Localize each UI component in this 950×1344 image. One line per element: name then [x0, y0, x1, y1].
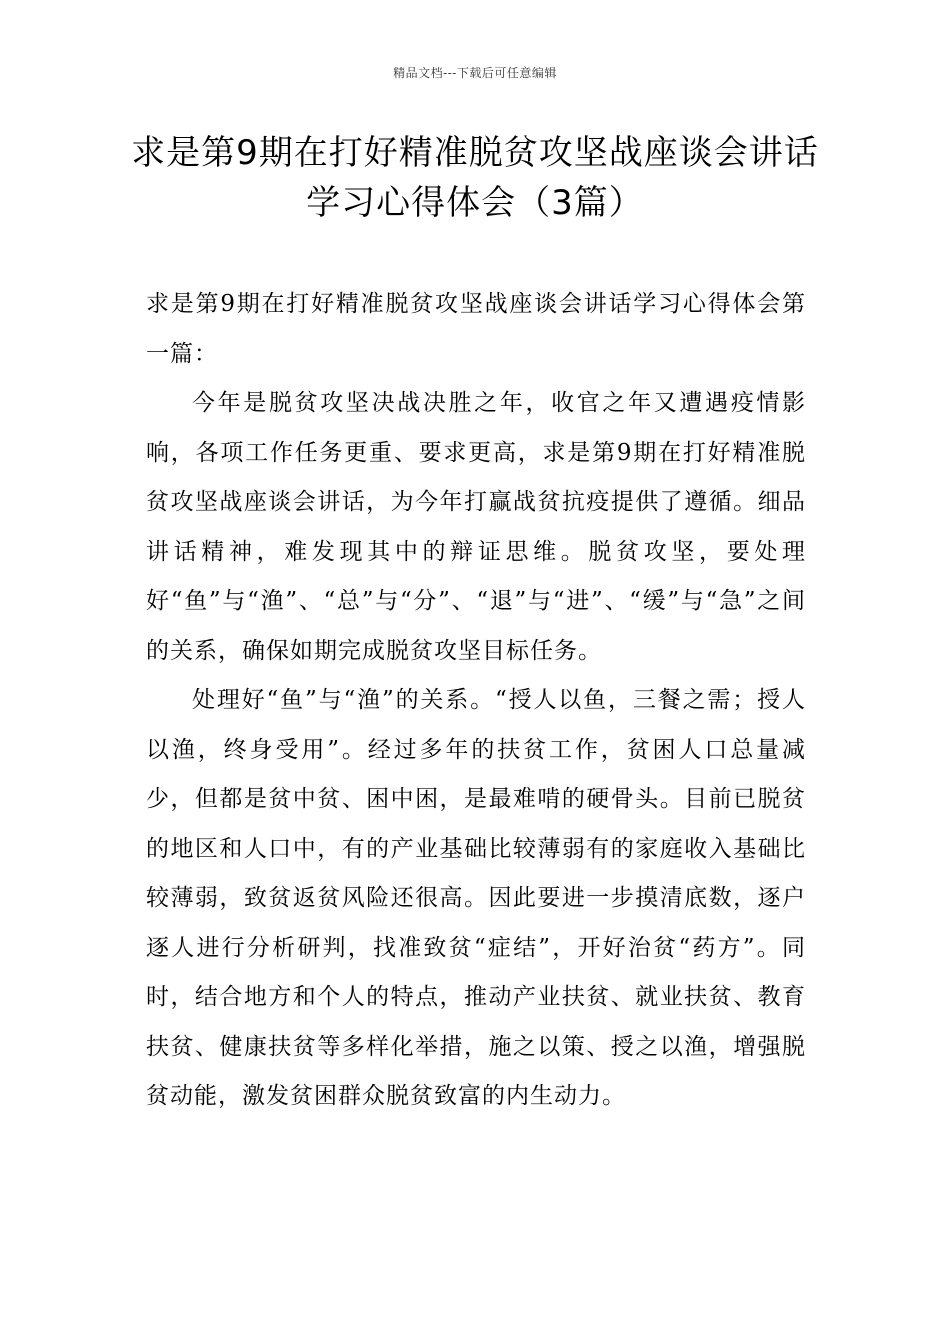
paragraph-1: 今年是脱贫攻坚决战决胜之年，收官之年又遭遇疫情影响，各项工作任务更重、要求更高，求是第9期在打好精准脱贫攻坚战座谈会讲话，为今年打赢战贫抗疫提供了遵循。细品讲话精神，难发现其中的辩证思维。脱贫攻坚，要处理好“鱼”与“渔”、“总”与“分”、“退”与“进”、“缓”与“急”之间的关系，确保如期完成脱贫攻坚目标任务。	[146, 390, 806, 664]
document-title: 求是第9期在打好精准脱贫攻坚战座谈会讲话学习心得体会（3篇）	[131, 133, 819, 223]
page-header-watermark: 精品文档---下载后可任意编辑	[393, 66, 557, 80]
document-body	[146, 280, 806, 1122]
paragraph-2: 处理好“鱼”与“渔”的关系。“授人以鱼，三餐之需；授人以渔，终身受用”。经过多年的扶贫工作，贫困人口总量减少，但都是贫中贫、困中困，是最难啃的硬骨头。目前已脱贫的地区和人口中，有的产业基础比较薄弱有的家庭收入基础比较薄弱，致贫返贫风险还很高。因此要进一步摸清底数，逐户逐人进行分析研判，找准致贫“症结”，开好治贫“药方”。同时，结合地方和个人的特点，推动产业扶贫、就业扶贫、教育扶贫、健康扶贫等多样化举措，施之以策、授之以渔，增强脱贫动能，激发贫困群众脱贫致富的内生动力。	[146, 687, 806, 1109]
section-heading: 求是第9期在打好精准脱贫攻坚战座谈会讲话学习心得体会第一篇：	[146, 291, 806, 367]
